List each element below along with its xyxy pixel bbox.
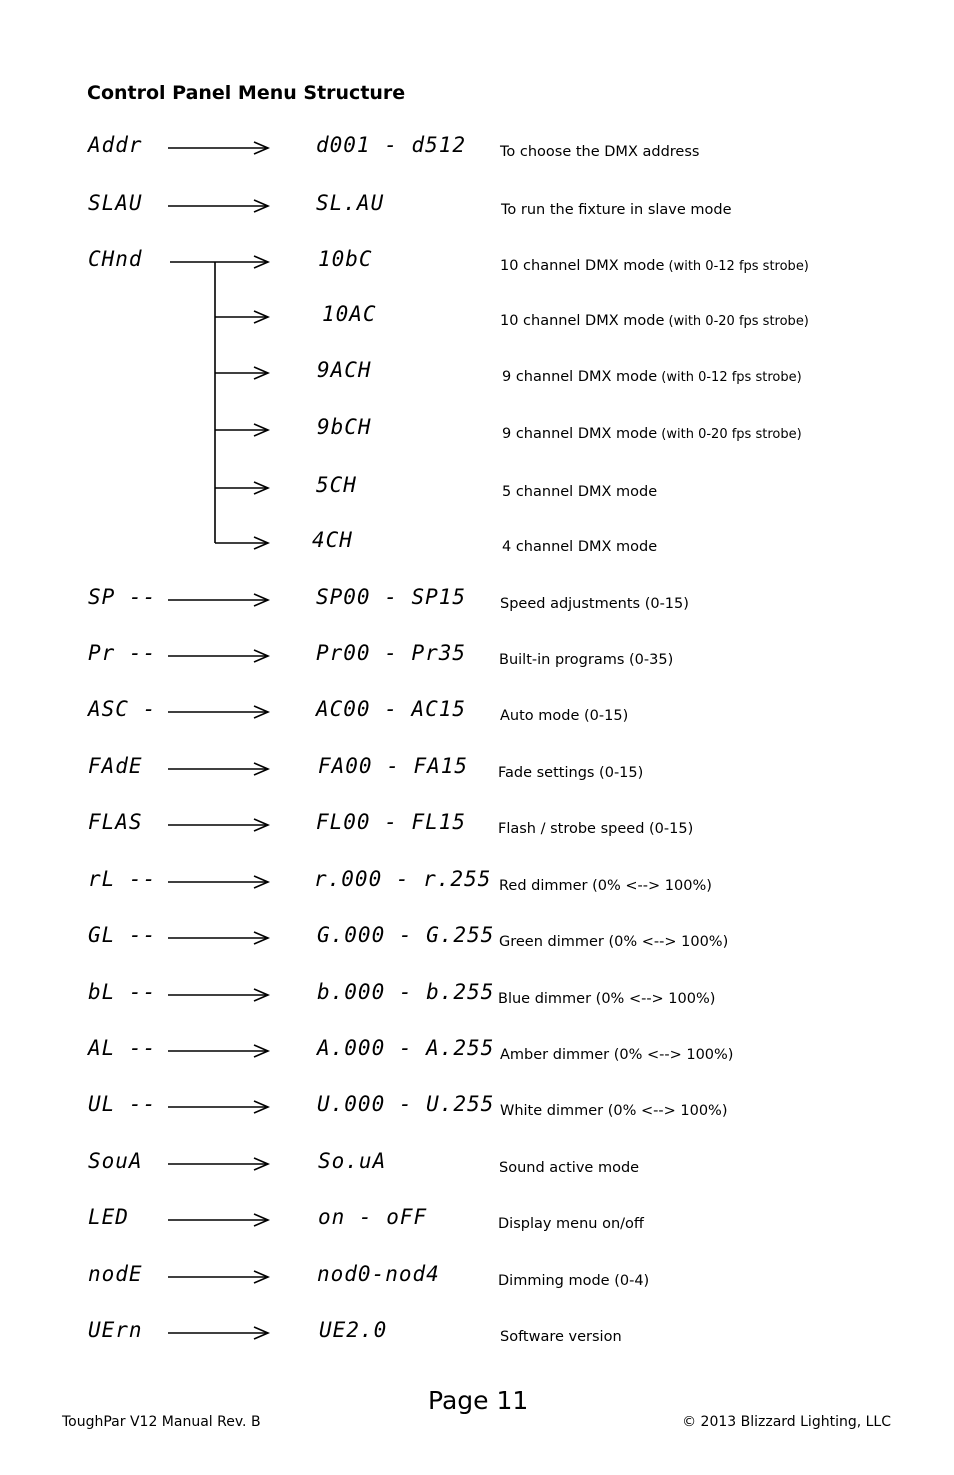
menu-value: U.000 - U.255 [317, 1092, 495, 1116]
menu-value: 10bC [318, 247, 373, 271]
menu-code: LED [88, 1205, 129, 1229]
menu-code: AL -- [88, 1036, 157, 1060]
footer-manual-title: ToughPar V12 Manual Rev. B [62, 1414, 261, 1430]
menu-value: SP00 - SP15 [316, 585, 467, 609]
menu-code: UErn [88, 1318, 143, 1342]
menu-value: 5CH [316, 473, 357, 497]
menu-value: AC00 - AC15 [316, 697, 467, 721]
menu-code: Pr -- [88, 641, 157, 665]
menu-value: 10AC [322, 302, 377, 326]
menu-description: Fade settings (0-15) [498, 765, 644, 781]
footer-copyright: © 2013 Blizzard Lighting, LLC [682, 1414, 891, 1430]
menu-code: bL -- [88, 980, 157, 1004]
menu-description: Amber dimmer (0% <--> 100%) [500, 1047, 734, 1063]
menu-description: 10 channel DMX mode (with 0-20 fps strobe) [500, 313, 809, 329]
menu-value: UE2.0 [319, 1318, 388, 1342]
menu-code: Addr [88, 133, 143, 157]
menu-code: SLAU [88, 191, 143, 215]
menu-value: 9bCH [317, 415, 372, 439]
menu-description: 5 channel DMX mode [502, 484, 658, 500]
menu-value: FL00 - FL15 [316, 810, 467, 834]
menu-description-note: (with 0-20 fps strobe) [664, 314, 809, 329]
menu-code: nodE [88, 1262, 143, 1286]
menu-value: nod0-nod4 [317, 1262, 440, 1286]
menu-description: Speed adjustments (0-15) [500, 596, 689, 612]
menu-value: 9ACH [317, 358, 372, 382]
menu-description: Dimming mode (0-4) [498, 1273, 650, 1289]
menu-description: Flash / strobe speed (0-15) [498, 821, 694, 837]
menu-description: 9 channel DMX mode (with 0-20 fps strobe) [502, 426, 802, 442]
menu-code: SouA [88, 1149, 143, 1173]
menu-description: 10 channel DMX mode (with 0-12 fps strobe) [500, 258, 809, 274]
menu-description-note: (with 0-12 fps strobe) [664, 259, 809, 274]
menu-code: rL -- [88, 867, 157, 891]
menu-description: Red dimmer (0% <--> 100%) [499, 878, 712, 894]
menu-value: on - oFF [318, 1205, 428, 1229]
menu-description: Auto mode (0-15) [500, 708, 629, 724]
menu-value: SL.AU [316, 191, 385, 215]
menu-code: ASC - [88, 697, 157, 721]
menu-description: To choose the DMX address [500, 144, 700, 160]
menu-description: Sound active mode [499, 1160, 640, 1176]
menu-description: Built-in programs (0-35) [499, 652, 674, 668]
menu-description: Display menu on/off [498, 1216, 644, 1232]
menu-code: GL -- [88, 923, 157, 947]
page-number: Page 11 [428, 1386, 529, 1415]
menu-description-note: (with 0-12 fps strobe) [657, 370, 802, 385]
section-title: Control Panel Menu Structure [87, 82, 406, 104]
menu-value: d001 - d512 [316, 133, 467, 157]
menu-description: Green dimmer (0% <--> 100%) [499, 934, 729, 950]
menu-description: 4 channel DMX mode [502, 539, 658, 555]
menu-value: r.000 - r.255 [314, 867, 492, 891]
menu-value: A.000 - A.255 [317, 1036, 495, 1060]
menu-code: SP -- [88, 585, 157, 609]
menu-code: CHnd [88, 247, 143, 271]
menu-value: b.000 - b.255 [317, 980, 495, 1004]
menu-value: FA00 - FA15 [318, 754, 469, 778]
menu-value: 4CH [312, 528, 353, 552]
menu-description: Software version [500, 1329, 622, 1345]
menu-code: FAdE [88, 754, 143, 778]
menu-value: So.uA [318, 1149, 387, 1173]
menu-code: FLAS [88, 810, 143, 834]
menu-description: To run the fixture in slave mode [501, 202, 732, 218]
menu-code: UL -- [88, 1092, 157, 1116]
menu-description-note: (with 0-20 fps strobe) [657, 427, 802, 442]
menu-description: White dimmer (0% <--> 100%) [500, 1103, 728, 1119]
menu-value: G.000 - G.255 [317, 923, 495, 947]
menu-value: Pr00 - Pr35 [316, 641, 467, 665]
menu-description: 9 channel DMX mode (with 0-12 fps strobe) [502, 369, 802, 385]
menu-description: Blue dimmer (0% <--> 100%) [498, 991, 716, 1007]
